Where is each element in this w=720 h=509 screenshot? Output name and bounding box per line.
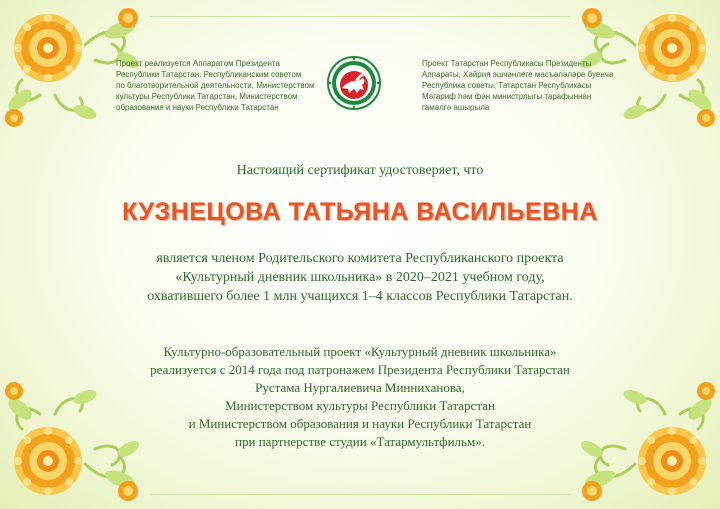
header-left-line: Проект реализуется Аппаратом Президента (116, 59, 280, 68)
project-line: и Министерством образования и науки Республики Татарстан (188, 416, 532, 431)
project-line: Культурно-образовательный проект «Культурный дневник школьника» (163, 344, 557, 359)
statement-line: является членом Родительского комитета Республиканского проекта (156, 251, 564, 266)
membership-statement (0, 249, 720, 306)
certificate-intro: Настоящий сертификат удостоверяет, что (236, 163, 484, 178)
header-left-line: образования и науки Республики Татарстан (116, 103, 279, 112)
header-right-text (422, 58, 622, 113)
tatarstan-emblem-icon (327, 56, 381, 110)
header-right-line: Проект Татарстан Республикасы Президенты (422, 59, 592, 68)
top-border-line (150, 16, 570, 17)
project-line: Министерством культуры Республики Татарстан (225, 398, 495, 413)
bottom-border-line (150, 494, 570, 495)
header-left-line: культуры Республики Татарстан, Министерством (116, 92, 298, 101)
recipient-name: КУЗНЕЦОВА ТАТЬЯНА ВАСИЛЬЕВНА (122, 198, 598, 226)
statement-line: «Культурный дневник школьника» в 2020–2021 учебном году, (175, 270, 545, 285)
project-line: Рустама Нургалиевича Минниханова, (255, 380, 465, 395)
header-left-line: по благотворительной деятельности, Министерством (116, 81, 315, 90)
header-right-line: Аппараты, Хәйрия эшчәнлеге масъәләләре буенча (422, 70, 614, 79)
header-right-line: Республика советы, Татарстан Республикасы (422, 81, 592, 90)
project-line: реализуется с 2014 года под патронажем Президента Республики Татарстан (150, 362, 570, 377)
header-left-line: Республики Татарстан, Республиканским советом (116, 70, 302, 79)
header-right-line: Мәгариф һәм фән министрлыгы тарафыннан (422, 92, 592, 101)
header-right-line: гамәлгә ашырыла (422, 103, 490, 112)
header-left-text (116, 58, 316, 113)
statement-line: охватившего более 1 млн учащихся 1–4 классов Республики Татарстан. (147, 289, 573, 304)
project-line: при партнерстве студии «Татармультфильм». (235, 434, 485, 449)
project-description (0, 343, 720, 451)
